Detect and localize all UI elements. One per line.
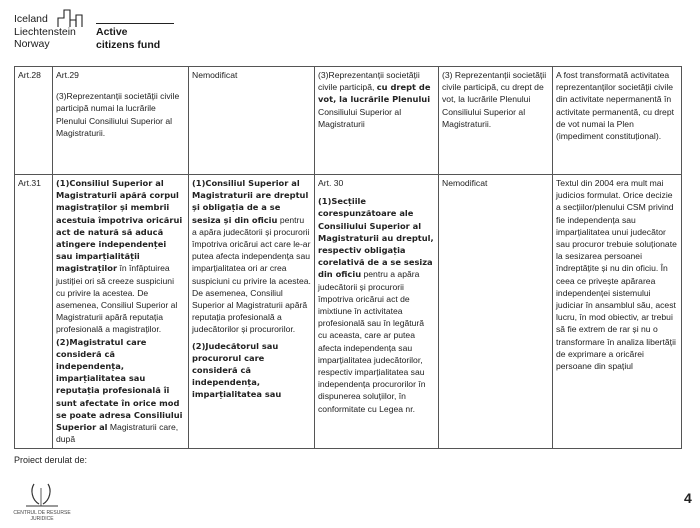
- draft-text-bold: cu drept de vot, la lucrările Plenului: [318, 82, 431, 105]
- logo-fund-name: [96, 26, 160, 51]
- cell-draft: [315, 67, 439, 175]
- draft-text: (3)Reprezentanții societății civile participă,: [318, 70, 420, 93]
- logo-mark-icon: [56, 6, 94, 28]
- cell-comment: [553, 67, 682, 175]
- cell-adopted: [439, 175, 553, 449]
- footer-label: Proiect derulat de:: [14, 455, 88, 465]
- proposal-text-bold: (1)Consiliul Superior al Magistraturii are dreptul și obligația de a se sesiza și din oficiu: [192, 178, 309, 225]
- cell-article: [15, 67, 53, 175]
- proposal-text: pentru a apăra judecătorii și procurorii împotriva oricărui act care le-ar putea afecta independența sau imparțialitatea ori ar crea suspiciuni cu privire la acestea. De asemenea, Consiliul Superior al Magistraturii apără reputația profesională a judecătorilor și procurorilor.: [192, 214, 311, 335]
- table-row: [15, 67, 682, 175]
- comparison-table: [14, 66, 682, 449]
- cell-comment: [553, 175, 682, 449]
- draft-text: pentru a apăra judecătorii și procurorii împotriva oricărui act de imixtiune în activitatea profesională sau în legătură cu aceasta, care ar putea afecta independența sau imparțialitatea judecătorilor, respectiv imparțialitatea sau independența procurorilor în dispunerea soluțiilor, în conformitate cu Legea nr.: [318, 269, 426, 414]
- cell-law-2004: [53, 67, 189, 175]
- draft-text-tail: Consiliului Superior al Magistraturii: [318, 106, 402, 129]
- draft-article-label: Art. 30: [318, 178, 344, 188]
- status-text: Nemodificat: [442, 178, 488, 188]
- cell-law-2004: [53, 175, 189, 449]
- draft-text-bold: (1)Secțiile corespunzătoare ale Consiliului Superior al Magistraturii au dreptul, respectiv obligația corelativă de a se sesiza din oficiu: [318, 196, 434, 280]
- comment-text: A fost transformată activitatea reprezentanților societății civile din activitate nepermanentă în activitate permanentă, cu drept de vot numai la Plen (impediment constituțional).: [556, 70, 674, 142]
- comment-text: Textul din 2004 era mult mai judicios formulat. Orice decizie a secțiilor/plenului CSM privind fie independența sau imparțialitatea unui judecător sau procuror trebuie soluționate la sesizarea persoanei îndreptățite și nu din oficiu. În ceea ce privește apărarea independenței sistemului judiciar în ansamblul său, acest lucru, în mod obiectiv, ar trebui să fie extrem de rar și nu o transformare în analiza libertății de exprimare a oricărei persoane din spațiul: [556, 178, 677, 372]
- logo-line-liechtenstein: Liechtenstein: [14, 25, 76, 38]
- article-label: Art.29: [56, 70, 79, 80]
- cell-proposal: [189, 175, 315, 449]
- proposal-text-bold: (2)Judecătorul sau procurorul care consideră că independența, imparțialitatea sau: [192, 340, 282, 400]
- footer-logo-text: CENTRUL DE RESURSE JURIDICE: [13, 510, 71, 522]
- logo-active: Active: [96, 26, 128, 38]
- adopted-text: (3) Reprezentanții societății civile participă, cu drept de vot, la lucrările Plenului Consiliului Superior al Magistraturii.: [442, 70, 547, 129]
- cell-article: [15, 175, 53, 449]
- logo-line-norway: Norway: [14, 38, 50, 50]
- logo-divider: [96, 23, 174, 24]
- article-number: Art.28: [18, 70, 41, 80]
- law-text: (3)Reprezentanții societății civile participă numai la lucrările Plenului Consiliului Superior al Magistraturii.: [56, 91, 180, 138]
- header-logo: [14, 6, 174, 56]
- law-text: în înfăptuirea justiției ori să creeze suspiciuni cu privire la acestea. De asemenea, Consiliul Superior al Magistraturii apără reputația profesională a magistraților.: [56, 263, 178, 335]
- cell-proposal: [189, 67, 315, 175]
- law-text-bold: (1)Consiliul Superior al Magistraturii apără corpul magistraților și membrii acestuia împotriva oricărui act de natură să aducă atingere independenței sau imparțialității magistraților: [56, 178, 183, 274]
- scales-icon: [12, 480, 72, 510]
- law-text: Magistraturii care, după: [56, 422, 179, 445]
- footer-logo: [12, 480, 112, 526]
- table-row: [15, 175, 682, 449]
- logo-citizens-fund: citizens fund: [96, 38, 161, 51]
- cell-adopted: [439, 67, 553, 175]
- logo-line-iceland: Iceland: [14, 13, 48, 25]
- status-text: Nemodificat: [192, 70, 238, 80]
- page-number: 4: [684, 490, 692, 506]
- cell-draft: [315, 175, 439, 449]
- article-number: Art.31: [18, 178, 41, 188]
- law-text-bold: (2)Magistratul care consideră că independența, imparțialitatea sau reputația profesională îi sunt afectate în orice mod se poate adresa Consiliului Superior al: [56, 336, 183, 433]
